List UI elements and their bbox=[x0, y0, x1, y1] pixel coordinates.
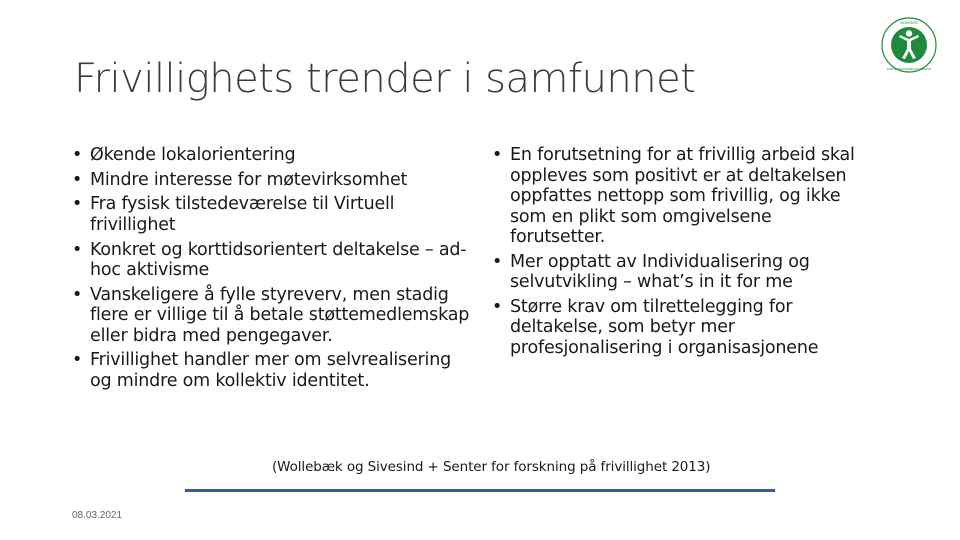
slide-date: 08.03.2021 bbox=[72, 510, 123, 521]
bullet-item: • Vanskeligere å fylle styreverv, men stadig flere er villige til å betale støttemedlemskap eller bidra med pengegaver. bbox=[72, 285, 472, 347]
bullet-item: • En forutsetning for at frivillig arbeid skal oppleves som positivt er at deltakelsen oppfattes nettopp som frivillig, og ikke som en plikt som omgivelsene forutsetter. bbox=[492, 145, 872, 248]
divider-line bbox=[185, 489, 775, 492]
bullet-item: • Økende lokalorientering bbox=[72, 145, 472, 166]
bullet-item: • Større krav om tilrettelegging for deltakelse, som betyr mer profesjonalisering i organisasjonene bbox=[492, 297, 872, 359]
logo-text-top: NORGES bbox=[900, 20, 918, 25]
logo-text-bottom: FORSKNINGSHJELPFORBUND bbox=[886, 67, 932, 71]
organization-logo bbox=[880, 16, 938, 74]
bullet-item: • Fra fysisk tilstedeværelse til Virtuell frivillighet bbox=[72, 194, 472, 235]
slide-title: Frivillighets trender i samfunnet bbox=[74, 56, 696, 102]
right-bullet-list bbox=[492, 145, 872, 363]
bullet-item: • Mindre interesse for møtevirksomhet bbox=[72, 170, 472, 191]
source-citation: (Wollebæk og Sivesind + Senter for forskning på frivillighet 2013) bbox=[272, 459, 711, 475]
bullet-item: • Konkret og korttidsorientert deltakelse – ad-hoc aktivisme bbox=[72, 240, 472, 281]
left-bullet-list bbox=[72, 145, 472, 396]
bullet-item: • Frivillighet handler mer om selvrealisering og mindre om kollektiv identitet. bbox=[72, 350, 472, 391]
bullet-item: • Mer opptatt av Individualisering og selvutvikling – what’s in it for me bbox=[492, 252, 872, 293]
